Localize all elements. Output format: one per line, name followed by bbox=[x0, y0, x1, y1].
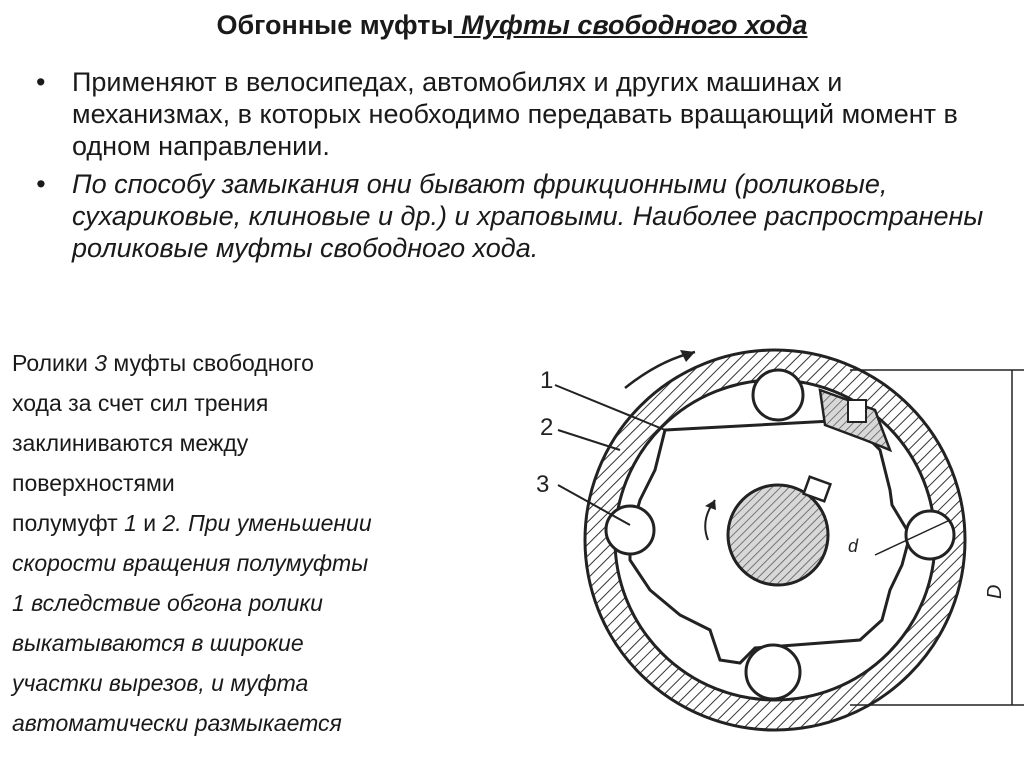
text-line bbox=[12, 503, 512, 543]
bullet-marker: • bbox=[36, 67, 46, 97]
bullet-text: Применяют в велосипедах, автомобилях и других машинах и механизмах, в которых необходимо передавать вращающий момент в одном направлении. bbox=[72, 67, 958, 161]
roller-right bbox=[906, 511, 954, 559]
text-line bbox=[12, 343, 512, 383]
text-fragment: муфты свободного bbox=[106, 350, 314, 376]
roller-bottom bbox=[746, 645, 800, 699]
title-plain: Обгонные муфты bbox=[216, 10, 454, 40]
bullet-item bbox=[36, 66, 996, 162]
clutch-svg bbox=[530, 330, 1024, 767]
text-fragment: 1 bbox=[124, 510, 137, 536]
label-3: 3 bbox=[536, 471, 550, 498]
clutch-drawing bbox=[530, 330, 1024, 767]
text-fragment: полумуфт bbox=[12, 510, 125, 536]
label-2: 2 bbox=[540, 414, 554, 441]
text-fragment: и bbox=[136, 510, 163, 536]
bullet-list bbox=[36, 66, 996, 270]
bullet-marker: • bbox=[36, 169, 46, 199]
slide-title bbox=[0, 10, 1024, 41]
text-line: автоматически размыкается bbox=[12, 710, 342, 736]
text-line: выкатываются в широкие bbox=[12, 630, 304, 656]
bullet-item bbox=[36, 168, 996, 264]
text-fragment: 2. При уменьшении bbox=[162, 510, 372, 536]
text-line: скорости вращения полумуфты bbox=[12, 550, 369, 576]
bullet-text: По способу замыкания они бывают фрикционными (роликовые, сухариковые, клиновые и др.) и храповыми. Наиболее распространены роликовые муфты свободного хода. bbox=[72, 169, 984, 263]
label-1: 1 bbox=[540, 367, 554, 394]
text-line: хода за счет сил трения bbox=[12, 390, 269, 416]
pusher-slot bbox=[848, 400, 866, 422]
leader-2 bbox=[558, 430, 620, 450]
roller-top bbox=[753, 370, 803, 420]
label-d: d bbox=[848, 536, 859, 556]
text-line: участки вырезов, и муфта bbox=[12, 670, 309, 696]
title-italic: Муфты свободного хода bbox=[453, 10, 808, 40]
roller-left bbox=[606, 506, 654, 554]
text-fragment: Ролики bbox=[12, 350, 95, 376]
text-line: 1 вследствие обгона ролики bbox=[12, 590, 323, 616]
label-D: D bbox=[984, 584, 1006, 599]
text-fragment: 3 bbox=[94, 350, 107, 376]
text-line: поверхностями bbox=[12, 470, 175, 496]
text-line: заклиниваются между bbox=[12, 430, 249, 456]
description-text bbox=[12, 343, 512, 743]
